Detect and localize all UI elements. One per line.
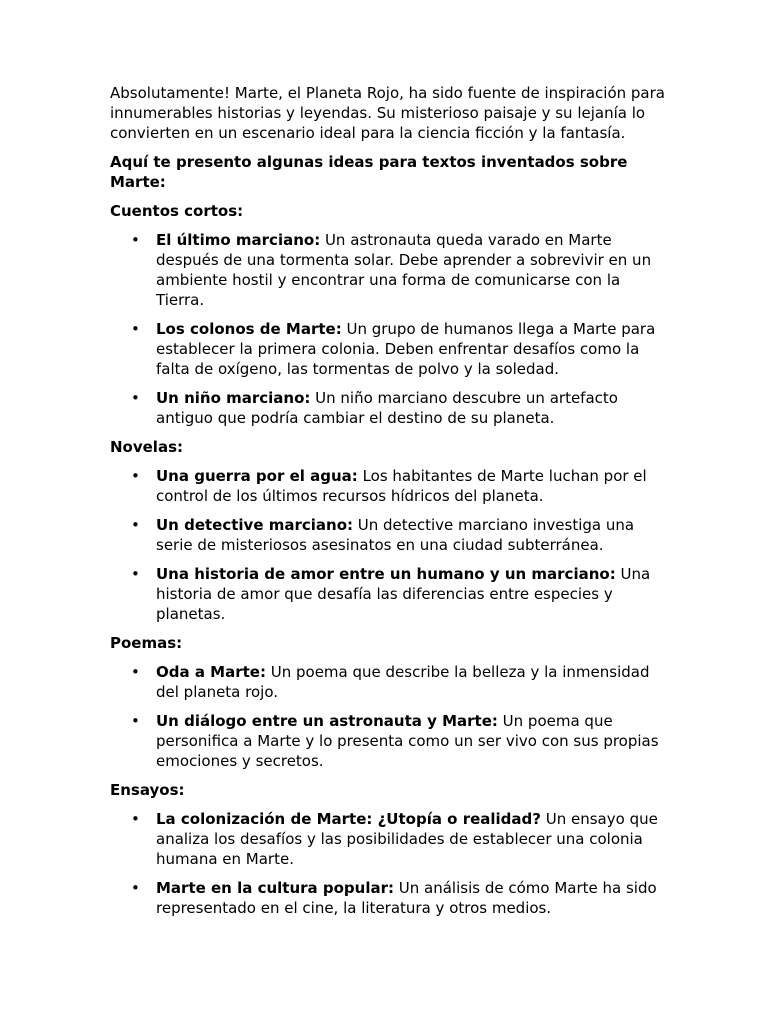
section-poemas	[110, 633, 670, 771]
item-title: Una historia de amor entre un humano y un marciano:	[156, 565, 616, 583]
list-item	[110, 388, 670, 428]
item-text: Un ensayo que analiza los desafíos y las posibilidades de establecer una colonia humana en Marte.	[156, 810, 658, 868]
bullet-icon: •	[131, 565, 140, 583]
list-item	[110, 809, 670, 869]
item-title: Un diálogo entre un astronauta y Marte:	[156, 712, 498, 730]
lead-paragraph: Aquí te presento algunas ideas para textos inventados sobre Marte:	[110, 153, 628, 191]
section-ensayos	[110, 780, 670, 918]
intro-paragraph: Absolutamente! Marte, el Planeta Rojo, ha sido fuente de inspiración para innumerables historias y leyendas. Su misterioso paisaje y su lejanía lo convierten en un escenario ideal para la ciencia ficción y la fantasía.	[110, 84, 665, 142]
list-item	[110, 466, 670, 506]
list-item	[110, 515, 670, 555]
item-text: Un grupo de humanos llega a Marte para establecer la primera colonia. Deben enfrentar desafíos como la falta de oxígeno, las tormentas de polvo y la soledad.	[156, 320, 656, 378]
item-title: La colonización de Marte: ¿Utopía o realidad?	[156, 810, 541, 828]
section-heading: Novelas:	[110, 438, 184, 456]
idea-list	[110, 809, 670, 918]
item-title: Un detective marciano:	[156, 516, 353, 534]
list-item	[110, 230, 670, 310]
bullet-icon: •	[131, 467, 140, 485]
idea-list	[110, 230, 670, 428]
item-text: Un poema que personifica a Marte y lo presenta como un ser vivo con sus propias emociones y secretos.	[156, 712, 659, 770]
item-title: Los colonos de Marte:	[156, 320, 342, 338]
bullet-icon: •	[131, 879, 140, 897]
list-item	[110, 564, 670, 624]
item-text: Un poema que describe la belleza y la inmensidad del planeta rojo.	[156, 663, 650, 701]
item-title: Un niño marciano:	[156, 389, 311, 407]
section-novelas	[110, 437, 670, 624]
item-text: Un análisis de cómo Marte ha sido representado en el cine, la literatura y otros medios.	[156, 879, 657, 917]
section-heading: Cuentos cortos:	[110, 202, 244, 220]
item-title: Marte en la cultura popular:	[156, 879, 394, 897]
item-text: Los habitantes de Marte luchan por el control de los últimos recursos hídricos del planeta.	[156, 467, 647, 505]
idea-list	[110, 466, 670, 624]
section-heading: Poemas:	[110, 634, 183, 652]
document-body	[110, 80, 670, 927]
idea-list	[110, 662, 670, 771]
list-item	[110, 662, 670, 702]
bullet-icon: •	[131, 712, 140, 730]
item-text: Un astronauta queda varado en Marte después de una tormenta solar. Debe aprender a sobrevivir en un ambiente hostil y encontrar una forma de comunicarse con la Tierra.	[156, 231, 652, 309]
list-item	[110, 319, 670, 379]
list-item	[110, 711, 670, 771]
section-cuentos-cortos	[110, 201, 670, 428]
list-item	[110, 878, 670, 918]
item-text: Un niño marciano descubre un artefacto antiguo que podría cambiar el destino de su planeta.	[156, 389, 618, 427]
item-title: Una guerra por el agua:	[156, 467, 358, 485]
section-heading: Ensayos:	[110, 781, 185, 799]
bullet-icon: •	[131, 810, 140, 828]
bullet-icon: •	[131, 663, 140, 681]
item-title: El último marciano:	[156, 231, 321, 249]
item-text: Un detective marciano investiga una serie de misteriosos asesinatos en una ciudad subterránea.	[156, 516, 635, 554]
bullet-icon: •	[131, 389, 140, 407]
item-title: Oda a Marte:	[156, 663, 266, 681]
item-text: Una historia de amor que desafía las diferencias entre especies y planetas.	[156, 565, 651, 623]
bullet-icon: •	[131, 516, 140, 534]
bullet-icon: •	[131, 320, 140, 338]
bullet-icon: •	[131, 231, 140, 249]
